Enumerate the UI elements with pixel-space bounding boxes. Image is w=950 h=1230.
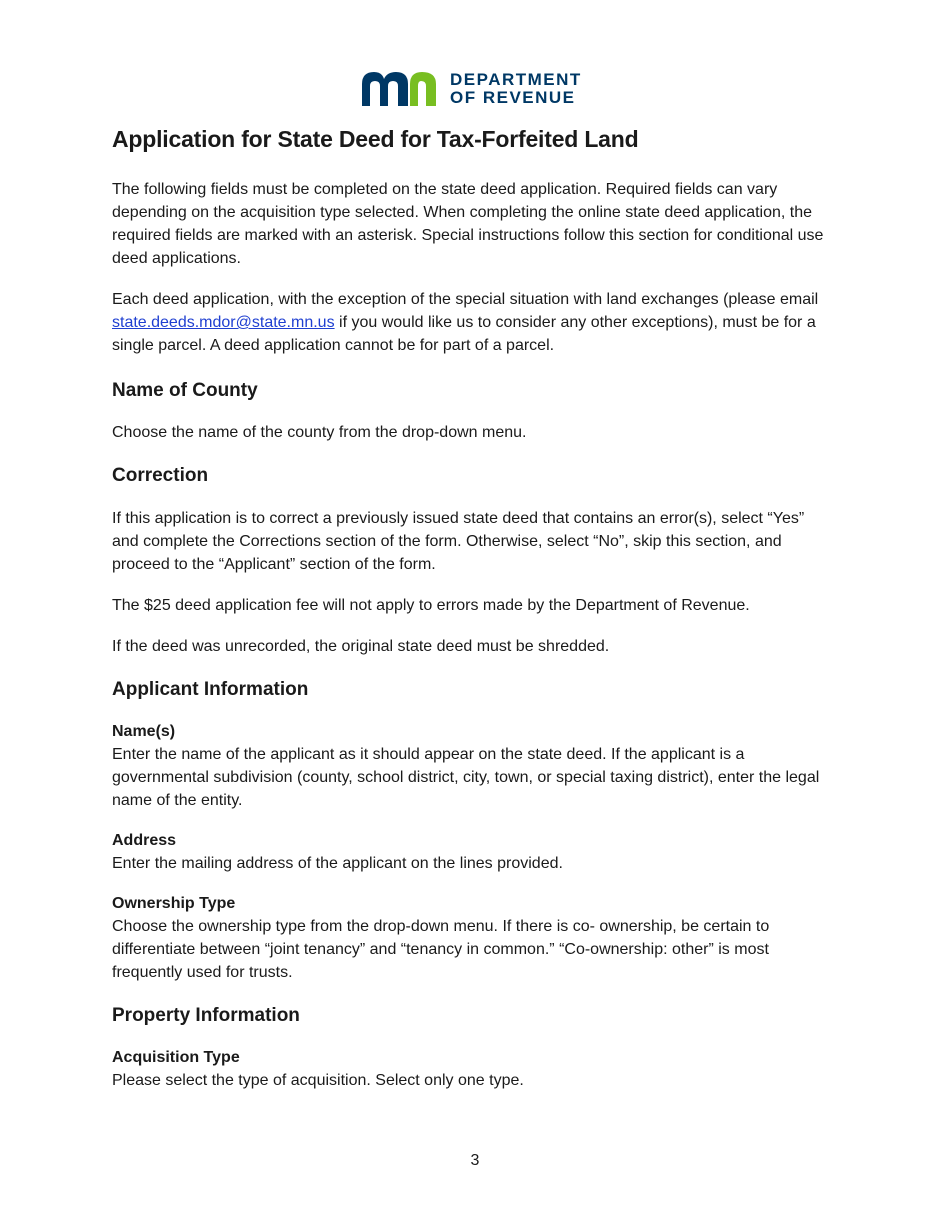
names-text: Enter the name of the applicant as it should appear on the state deed. If the applicant is a governmental subdivision (county, school district, city, town, or special taxing district), enter the legal name of the entity. <box>112 746 820 809</box>
page-title: Application for State Deed for Tax-Forfeited Land <box>112 126 639 152</box>
logo-line-2: OF REVENUE <box>450 88 576 107</box>
mn-logo-icon <box>360 70 440 108</box>
correction-paragraph-1: If this application is to correct a previously issued state deed that contains an error(s), select “Yes” and complete the Corrections section of the form. Otherwise, select “No”, skip this section, and proceed to the “Applicant” section of the form. <box>112 510 805 573</box>
logo-line-1: DEPARTMENT <box>450 70 582 89</box>
correction-paragraph-3: If the deed was unrecorded, the original state deed must be shredded. <box>112 638 610 655</box>
logo-text <box>450 71 582 107</box>
correction-paragraph-2: The $25 deed application fee will not apply to errors made by the Department of Revenue. <box>112 597 750 614</box>
property-heading: Property Information <box>112 1005 300 1026</box>
address-label: Address <box>112 832 177 849</box>
acquisition-type-label: Acquisition Type <box>112 1049 240 1066</box>
ownership-type-text: Choose the ownership type from the drop-down menu. If there is co- ownership, be certain to differentiate between “joint tenancy” and “tenancy in common.” “Co-ownership: other” is most frequently used for trusts. <box>112 918 770 981</box>
department-of-revenue-logo <box>360 70 600 110</box>
correction-heading: Correction <box>112 465 209 486</box>
email-link[interactable]: state.deeds.mdor@state.mn.us <box>112 314 335 331</box>
ownership-type-label: Ownership Type <box>112 895 236 912</box>
county-text: Choose the name of the county from the drop-down menu. <box>112 424 527 441</box>
address-text: Enter the mailing address of the applicant on the lines provided. <box>112 855 563 872</box>
intro-paragraph-2 <box>112 288 832 357</box>
intro-text-after-link: if you would like us to consider any other exceptions), must be for a single parcel. A deed application cannot be for part of a parcel. <box>112 314 816 354</box>
intro-paragraph-1: The following fields must be completed on the state deed application. Required fields can vary depending on the acquisition type selected. When completing the online state deed application, the required fields are marked with an asterisk. Special instructions follow this section for conditional use deed applications. <box>112 181 824 267</box>
document-body <box>112 120 832 1092</box>
names-label: Name(s) <box>112 723 176 740</box>
county-heading: Name of County <box>112 380 258 401</box>
page-number: 3 <box>470 1152 480 1169</box>
acquisition-type-text: Please select the type of acquisition. Select only one type. <box>112 1072 524 1089</box>
applicant-heading: Applicant Information <box>112 679 309 700</box>
intro-text-before-link: Each deed application, with the exception of the special situation with land exchanges (please email <box>112 291 819 308</box>
